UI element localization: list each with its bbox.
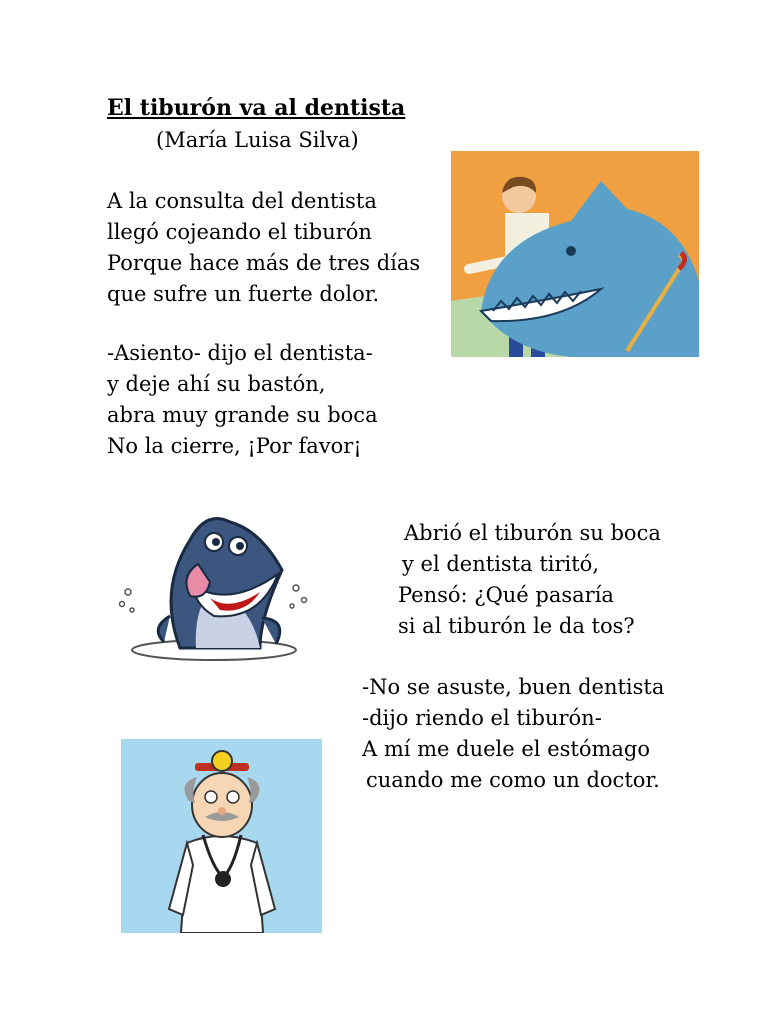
poem-line: y deje ahí su bastón, bbox=[107, 372, 326, 396]
poem-line: A la consulta del dentista bbox=[107, 189, 377, 213]
poem-line: y el dentista tiritó, bbox=[402, 552, 599, 576]
poem-line: cuando me como un doctor. bbox=[366, 768, 660, 792]
poem-line: si al tiburón le da tos? bbox=[398, 614, 635, 638]
poem-line: -Asiento- dijo el dentista- bbox=[107, 341, 373, 365]
poem-line: -dijo riendo el tiburón- bbox=[362, 706, 602, 730]
stanza-1 bbox=[107, 186, 420, 310]
poem-line: A mí me duele el estómago bbox=[362, 737, 651, 761]
poem-line: Porque hace más de tres días bbox=[107, 251, 421, 275]
poem-line: abra muy grande su boca bbox=[107, 403, 378, 427]
poem-line: -No se asuste, buen dentista bbox=[362, 675, 665, 699]
poem-line: Abrió el tiburón su boca bbox=[404, 521, 661, 545]
poem-line: Pensó: ¿Qué pasaría bbox=[398, 583, 614, 607]
poem-line: llegó cojeando el tiburón bbox=[107, 220, 372, 244]
poem-author: (María Luisa Silva) bbox=[156, 128, 359, 152]
cartoon-shark-illustration bbox=[110, 500, 316, 670]
shark-dentist-illustration bbox=[451, 151, 699, 357]
poem-line: No la cierre, ¡Por favor¡ bbox=[107, 434, 362, 458]
poem-line: que sufre un fuerte dolor. bbox=[107, 282, 380, 306]
stanza-4 bbox=[362, 672, 664, 796]
doctor-illustration bbox=[121, 739, 322, 933]
poem-title: El tiburón va al dentista bbox=[107, 95, 406, 121]
stanza-3 bbox=[398, 518, 661, 642]
stanza-2 bbox=[107, 338, 378, 462]
